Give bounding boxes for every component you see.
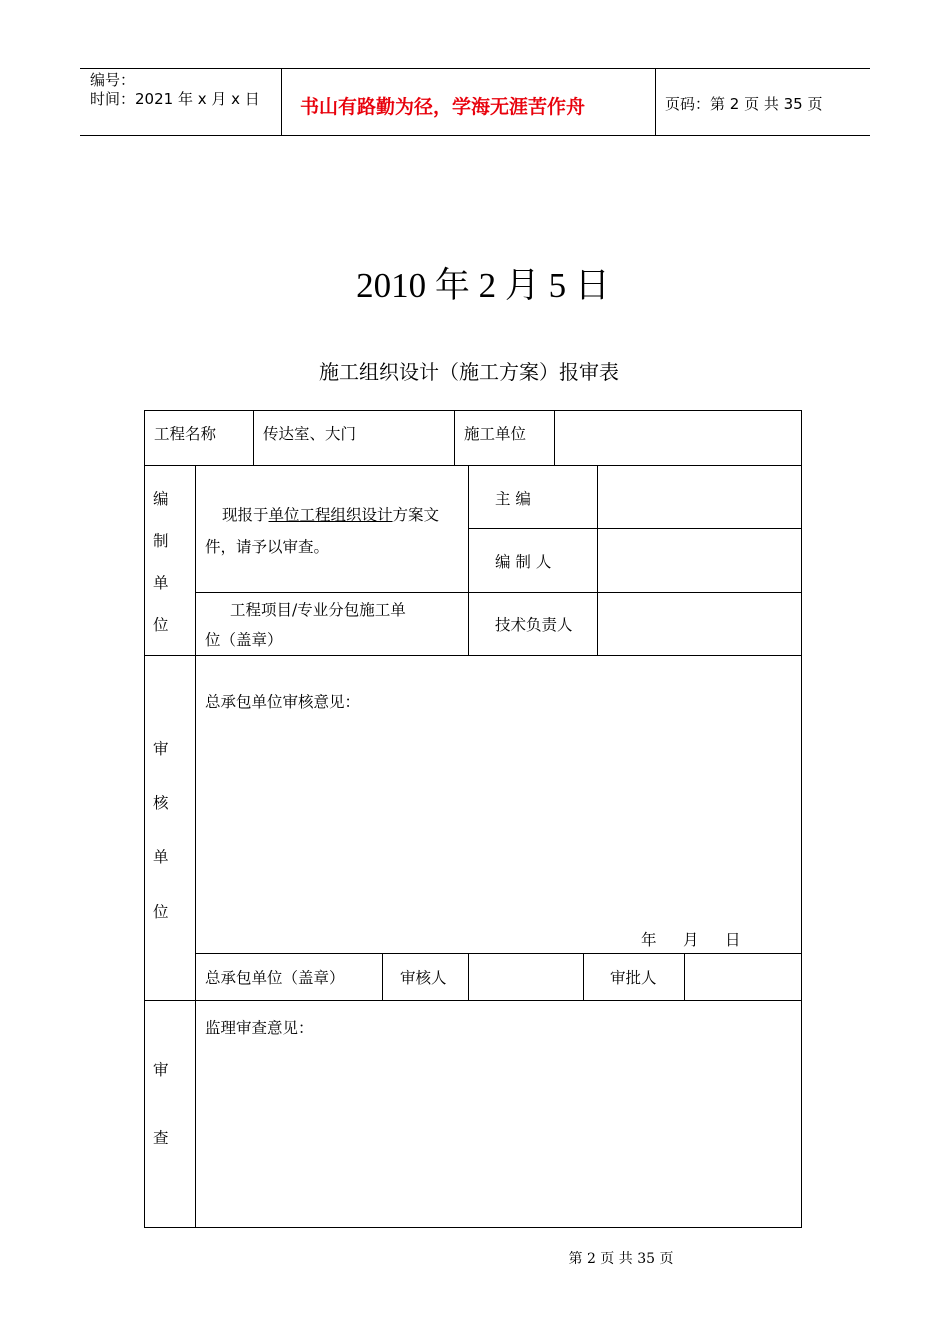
gc-opinion-label[interactable]: 总承包单位审核意见： <box>205 693 361 711</box>
subcontractor-line2: 位（盖章） <box>205 631 283 649</box>
reviewer-label: 审核人 <box>400 969 447 987</box>
page-footer: 第 2 页 共 35 页 <box>568 1251 674 1267</box>
row-divider <box>144 465 802 466</box>
prep-unit-char: 单 <box>153 574 169 592</box>
table-border-right <box>801 410 802 1228</box>
date-year-label: 年 <box>641 931 657 949</box>
submit-text-line1 <box>222 503 439 525</box>
table-border-left <box>144 410 145 1228</box>
submit-plan-name: 单位工程组织设计 <box>268 506 393 524</box>
submit-text-line2: 件，请予以审查。 <box>205 538 330 556</box>
col-divider <box>583 953 584 1001</box>
row-divider <box>144 655 802 656</box>
date-line: 2010 年 2 月 5 日 <box>356 266 610 305</box>
row-divider <box>468 528 802 529</box>
gc-stamp-label: 总承包单位（盖章） <box>205 969 345 987</box>
header-top-rule <box>80 68 870 69</box>
col-divider <box>597 465 598 656</box>
col-divider <box>684 953 685 1001</box>
table-border-bottom <box>144 1227 802 1228</box>
header-divider-left <box>281 68 282 136</box>
form-title: 施工组织设计（施工方案）报审表 <box>319 360 619 384</box>
prep-unit-char: 制 <box>153 532 169 550</box>
review-unit-char: 审 <box>153 740 169 758</box>
row-divider <box>195 953 802 954</box>
project-name-value: 传达室、大门 <box>263 425 357 443</box>
page-indicator: 页码：第 2 页 共 35 页 <box>665 95 823 113</box>
compiler-label: 编 制 人 <box>495 553 552 571</box>
col-divider <box>382 953 383 1001</box>
review-unit-char: 位 <box>153 903 169 921</box>
tech-lead-label: 技术负责人 <box>495 616 573 634</box>
review-unit-char: 单 <box>153 848 169 866</box>
table-border-top <box>144 410 802 411</box>
header-divider-right <box>655 68 656 136</box>
time-label: 时间：2021 年 x 月 x 日 <box>90 90 260 108</box>
date-day-label: 日 <box>725 931 741 949</box>
col-divider <box>554 410 555 466</box>
col-divider <box>468 953 469 1001</box>
construction-unit-label: 施工单位 <box>464 425 527 443</box>
submit-suffix: 方案文 <box>392 506 440 524</box>
inspection-char: 审 <box>153 1061 169 1079</box>
submit-prefix: 现报于 <box>222 506 269 524</box>
col-divider <box>253 410 254 466</box>
number-label: 编号： <box>90 71 136 89</box>
supervisor-opinion-label[interactable]: 监理审查意见： <box>205 1019 314 1037</box>
row-divider <box>195 592 802 593</box>
date-month-label: 月 <box>683 931 699 949</box>
prep-unit-char: 位 <box>153 616 169 634</box>
header-bottom-rule <box>80 135 870 136</box>
approver-label: 审批人 <box>610 969 657 987</box>
chief-editor-label: 主 编 <box>495 490 531 508</box>
prep-unit-char: 编 <box>153 490 169 508</box>
inspection-char: 查 <box>153 1129 169 1147</box>
review-unit-char: 核 <box>153 794 169 812</box>
col-divider <box>454 410 455 466</box>
col-divider <box>468 465 469 656</box>
row-divider <box>144 1000 802 1001</box>
project-name-label: 工程名称 <box>154 425 217 443</box>
subcontractor-line1: 工程项目/专业分包施工单 <box>230 601 406 619</box>
col-divider-label <box>195 465 196 1228</box>
motto-text: 书山有路勤为径，学海无涯苦作舟 <box>300 96 586 118</box>
